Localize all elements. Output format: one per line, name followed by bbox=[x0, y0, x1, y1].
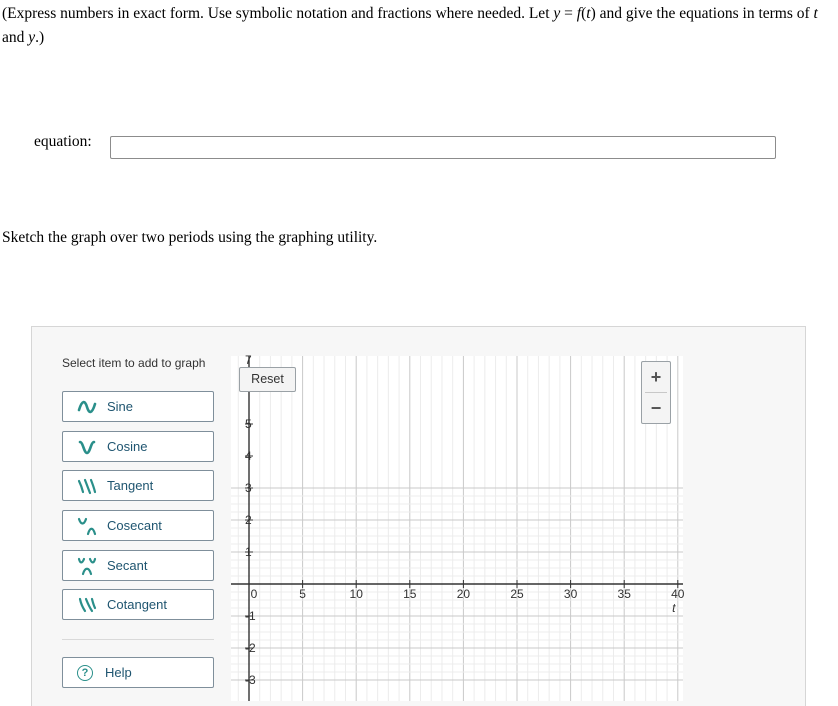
graph-area[interactable] bbox=[231, 353, 685, 701]
tangent-button[interactable] bbox=[62, 470, 214, 501]
y-tick-label: -1 bbox=[245, 609, 256, 623]
x-tick-label: 30 bbox=[563, 587, 578, 601]
equation-label: equation: bbox=[34, 133, 92, 150]
y-tick-label: 3 bbox=[245, 481, 252, 495]
x-tick-label: 10 bbox=[349, 587, 363, 601]
cosecant-icon bbox=[77, 517, 97, 535]
equation-input[interactable] bbox=[110, 136, 776, 159]
sine-button[interactable] bbox=[62, 391, 214, 422]
x-tick-label: 5 bbox=[299, 587, 306, 601]
zoom-in-button[interactable]: + bbox=[650, 366, 662, 387]
y-tick-label: -3 bbox=[245, 673, 256, 687]
sine-icon bbox=[77, 398, 97, 416]
cosine-label: Cosine bbox=[107, 439, 148, 454]
secant-label: Secant bbox=[107, 558, 148, 573]
cotangent-button[interactable] bbox=[62, 589, 214, 620]
x-tick-label: 35 bbox=[617, 587, 631, 601]
y-tick-label: 1 bbox=[245, 545, 252, 559]
cosecant-button[interactable] bbox=[62, 510, 214, 541]
x-tick-label: 40 bbox=[671, 587, 685, 601]
x-tick-label: 25 bbox=[510, 587, 524, 601]
y-tick-label: 4 bbox=[245, 449, 252, 463]
y-tick-label: 2 bbox=[245, 513, 252, 527]
x-tick-label: 20 bbox=[456, 587, 471, 601]
tangent-label: Tangent bbox=[107, 478, 154, 493]
y-tick-label: 5 bbox=[245, 417, 252, 431]
x-tick-label: 15 bbox=[403, 587, 417, 601]
sketch-prompt: Sketch the graph over two periods using the graphing utility. bbox=[2, 229, 378, 246]
cotangent-label: Cotangent bbox=[107, 597, 167, 612]
x-axis-label: t bbox=[672, 601, 676, 615]
y-tick-label: -2 bbox=[245, 641, 256, 655]
help-icon: ? bbox=[77, 665, 93, 681]
reset-button[interactable]: Reset bbox=[239, 367, 296, 392]
help-label: Help bbox=[105, 665, 132, 680]
zoom-controls bbox=[641, 361, 671, 424]
cosine-icon bbox=[77, 438, 97, 456]
y-tick-label: 7 bbox=[245, 353, 252, 367]
x-tick-label: 0 bbox=[250, 587, 258, 601]
help-button[interactable] bbox=[62, 657, 214, 688]
graph-canvas[interactable] bbox=[231, 353, 685, 701]
cosecant-label: Cosecant bbox=[107, 518, 162, 533]
cotangent-icon bbox=[77, 596, 97, 614]
tangent-icon bbox=[77, 477, 97, 495]
secant-icon bbox=[77, 557, 97, 575]
cosine-button[interactable] bbox=[62, 431, 214, 462]
secant-button[interactable] bbox=[62, 550, 214, 581]
sine-label: Sine bbox=[107, 399, 134, 414]
toolbar-title: Select item to add to graph bbox=[62, 356, 206, 370]
instructions: (Express numbers in exact form. Use symbolic notation and fractions where needed. Let y = f(t) and give the equations in terms of t and y.) bbox=[2, 5, 818, 46]
zoom-out-button[interactable]: − bbox=[650, 397, 662, 418]
toolbar-divider bbox=[62, 639, 214, 640]
